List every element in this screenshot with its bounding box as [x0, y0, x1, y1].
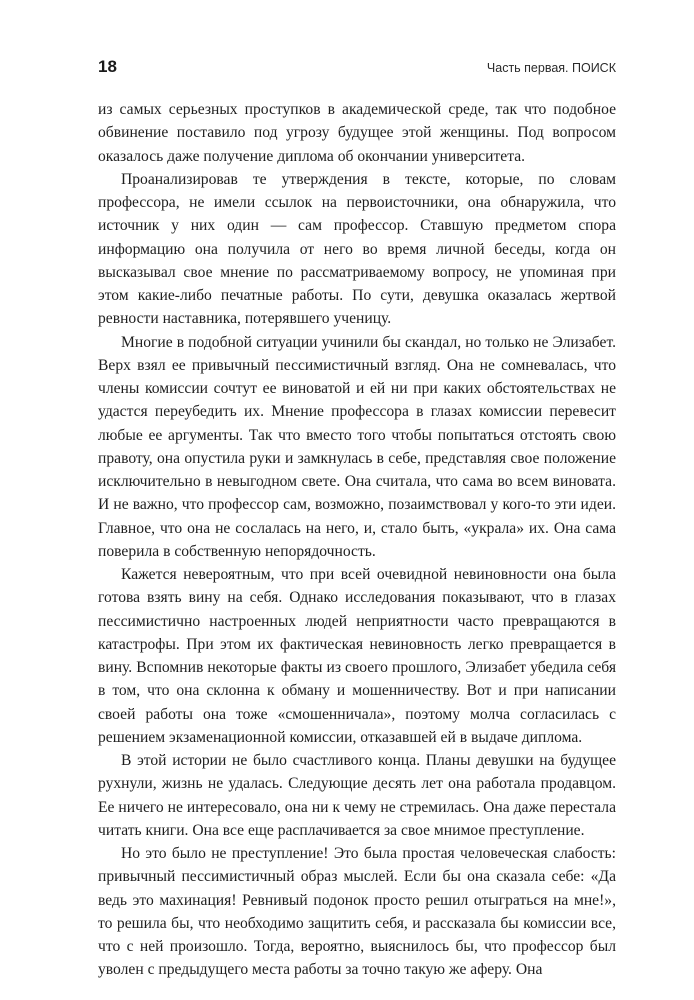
- paragraph: Проанализировав те утверждения в тексте, которые, по словам профессора, не имели ссылок на первоисточники, она обнаружила, что источник у них один — сам профессор. Ставшую предметом спора информацию она получила от него во время личной беседы, когда он высказывал свое мнение по рассматриваемому вопросу, не упоминая при этом какие-либо печатные работы. По сути, девушка оказалась жертвой ревности наставника, потерявшего ученицу.: [98, 170, 616, 328]
- running-head: Часть первая. ПОИСК: [486, 61, 616, 75]
- paragraph: Кажется невероятным, что при всей очевидной невиновности она была готова взять вину на себя. Однако исследования показывают, что в глазах пессимистично настроенных людей неприятности часто превращаются в катастрофы. При этом их фактическая невиновность легко превращается в вину. Вспомнив некоторые факты из своего прошлого, Элизабет убедила себя в том, что она склонна к обману и мошенничеству. Вот и при написании своей работы она тоже «смошенничала», поэтому молча согласилась с решением экзаменационной комиссии, отказавшей ей в выдаче диплома.: [98, 566, 616, 746]
- page-header: [98, 56, 616, 80]
- page-number: 18: [98, 57, 117, 76]
- body-text: [98, 98, 616, 982]
- paragraph-continued: из самых серьезных проступков в академической среде, так что подобное обвинение поставило под угрозу будущее этой женщины. Под вопросом оказалось даже получение диплома об окончании университета.: [98, 101, 616, 165]
- paragraph: В этой истории не было счастливого конца. Планы девушки на будущее рухнули, жизнь не удалась. Следующие десять лет она работала продавцом. Ее ничего не интересовало, она ни к чему не стремилась. Она даже перестала читать книги. Она все еще расплачивается за свое мнимое преступление.: [98, 752, 616, 839]
- paragraph: Но это было не преступление! Это была простая человеческая слабость: привычный пессимистичный образ мыслей. Если бы она сказала себе: «Да ведь это махинация! Ревнивый подонок просто решил отыграться на мне!», то решила бы, что необходимо защитить себя, и рассказала бы комиссии все, что с ней произошло. Тогда, вероятно, выяснилось бы, что профессор был уволен с предыдущего места работы за точно такую же аферу. Она: [98, 845, 616, 979]
- paragraph: Многие в подобной ситуации учинили бы скандал, но только не Элизабет. Верх взял ее привычный пессимистичный взгляд. Она не сомневалась, что члены комиссии сочтут ее виноватой и ей ни при каких обстоятельствах не удастся переубедить их. Мнение профессора в глазах комиссии перевесит любые ее аргументы. Так что вместо того чтобы попытаться отстоять свою правоту, она опустила руки и замкнулась в себе, представляя свое положение исключительно в невыгодном свете. Она считала, что сама во всем виновата. И не важно, что профессор сам, возможно, позаимствовал у кого-то эти идеи. Главное, что она не сослалась на него, и, стало быть, «украла» их. Она сама поверила в собственную непорядочность.: [98, 333, 616, 560]
